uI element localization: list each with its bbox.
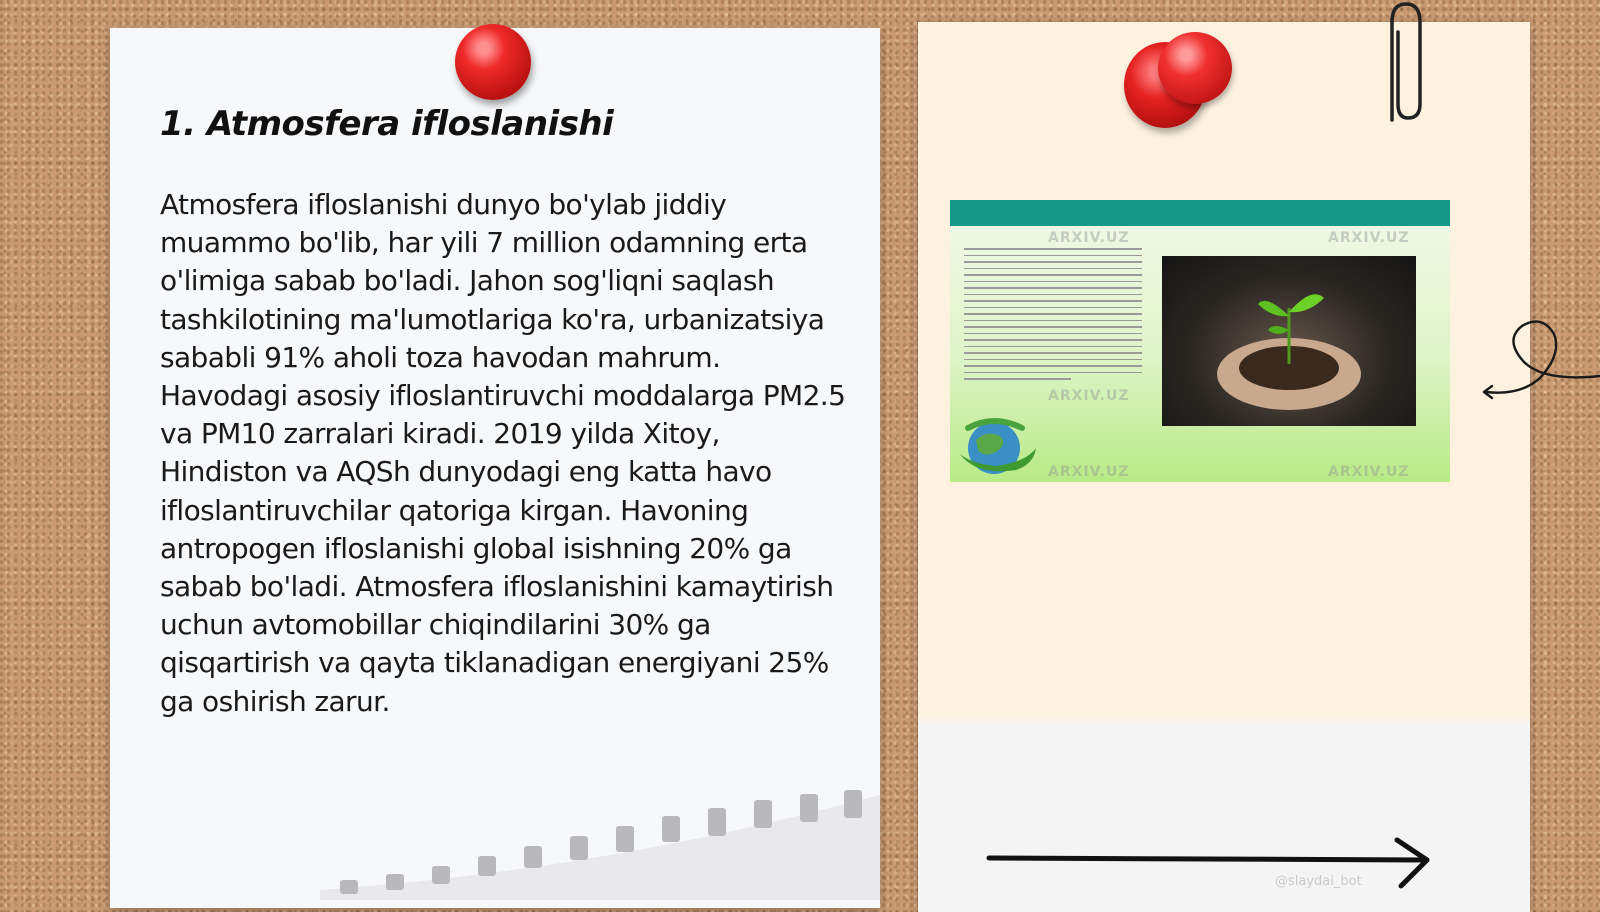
- watermark-text: ARXIV.UZ: [1048, 230, 1130, 246]
- slide-title: 1. Atmosfera ifloslanishi: [160, 104, 614, 144]
- globe-icon: [956, 414, 1040, 478]
- paperclip-icon: [1378, 0, 1424, 130]
- sprout-in-hands-image: [1162, 256, 1416, 426]
- red-pushpin: [455, 24, 531, 100]
- torn-notebook-edge: [320, 780, 880, 900]
- watermark-text: ARXIV.UZ: [1328, 230, 1410, 246]
- photo-accent-bar: [950, 200, 1450, 226]
- loop-doodle: [1480, 312, 1600, 412]
- footer-credit: @slaydai_bot: [1275, 874, 1362, 889]
- watermark-text: ARXIV.UZ: [1048, 388, 1130, 404]
- slide-body-text: Atmosfera ifloslanishi dunyo bo'ylab jiddiy muammo bo'lib, har yili 7 million odamning erta o'limiga sabab bo'ladi. Jahon sog'liqni saqlash tashkilotining ma'lumotlariga ko'ra, urbanizatsiya sababli 91% aholi toza havodan mahrum. Havodagi asosiy ifloslantiruvchi moddalarga PM2.5 va PM10 zarralari kiradi. 2019 yilda Xitoy, Hindiston va AQSh dunyodagi eng katta havo ifloslantiruvchilar qatoriga kirgan. Havoning antropogen ifloslanishi global isishning 20% ga sabab bo'ladi. Atmosfera ifloslanishini kamaytirish uchun avtomobillar chiqindilarini 30% ga qisqartirish va qayta tiklanadigan energiyani 25% ga oshirish zarur.: [160, 188, 846, 718]
- watermark-text: ARXIV.UZ: [1328, 464, 1410, 480]
- watermark-text: ARXIV.UZ: [1048, 464, 1130, 480]
- tiny-text-block: [964, 248, 1142, 385]
- arrow-right-icon: [985, 836, 1445, 896]
- red-pushpin: [1158, 32, 1232, 104]
- pinned-photo: [950, 200, 1450, 482]
